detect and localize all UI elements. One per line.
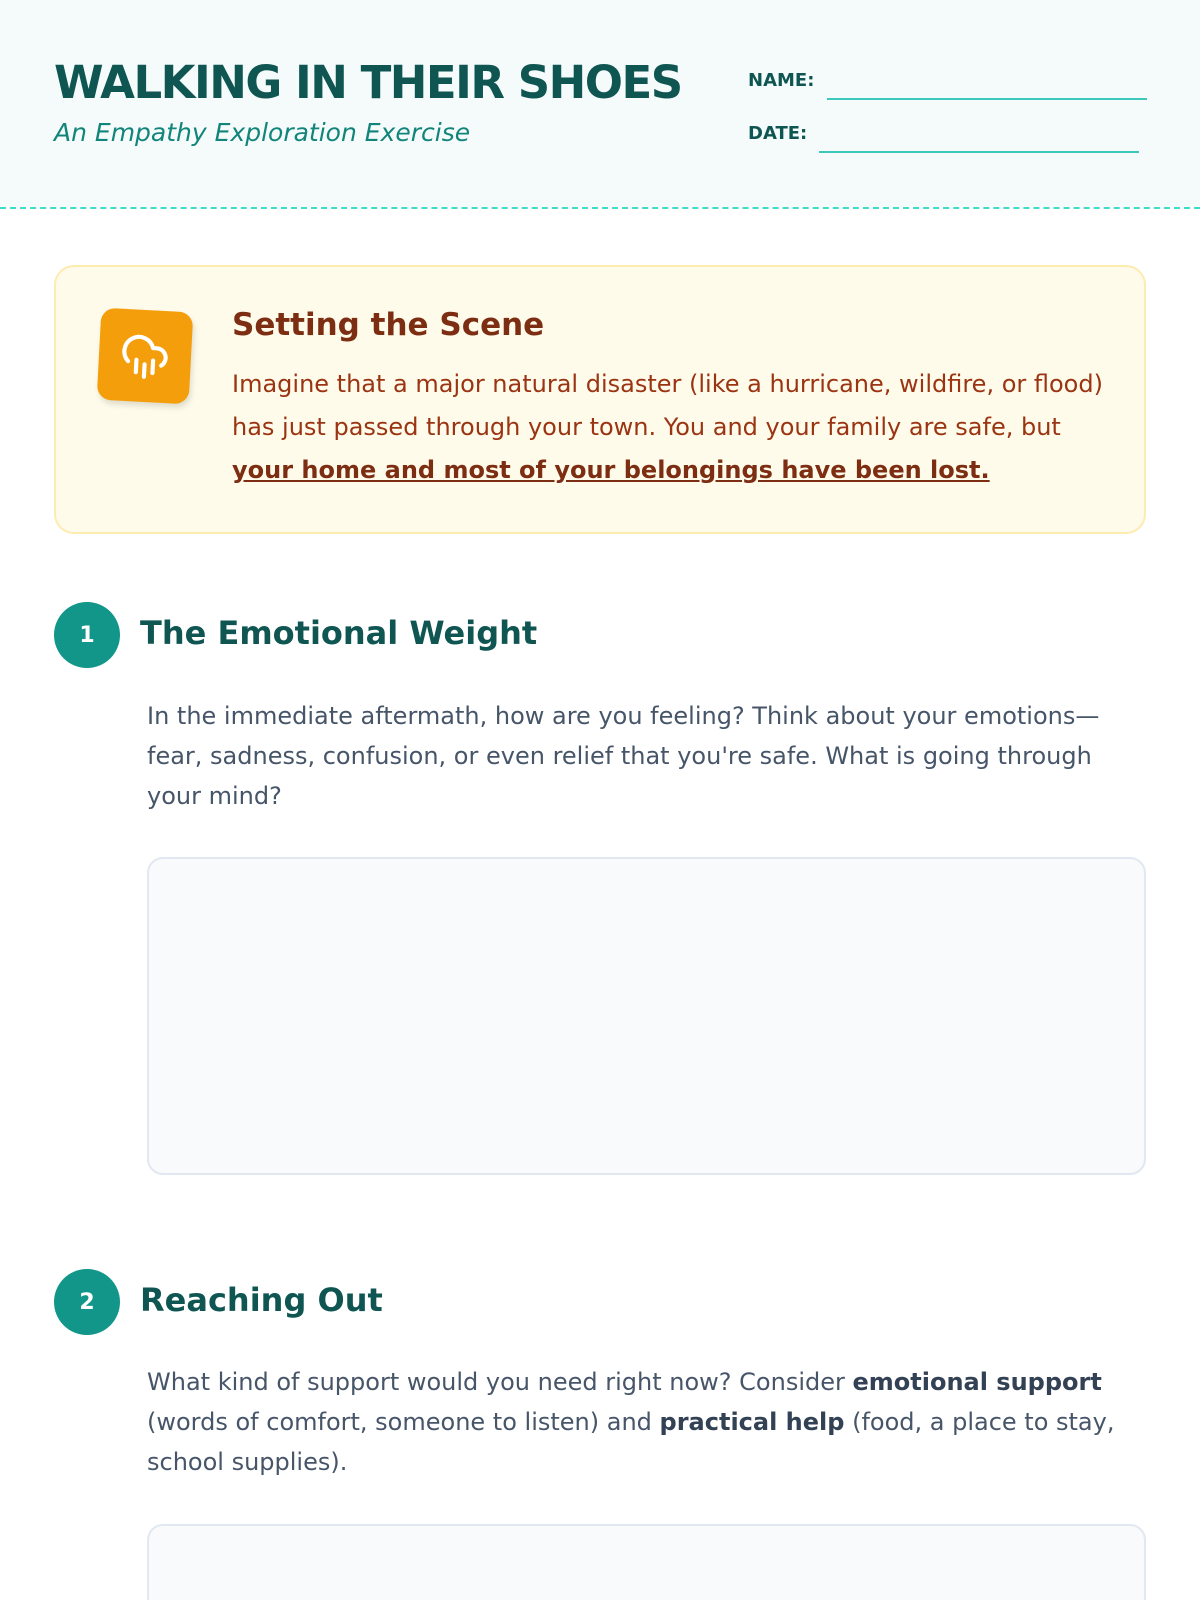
scene-text-intro: Imagine that a major natural disaster (like a hurricane, wildfire, or flood) has just passed through your town. You and your family are safe, but xyxy=(232,370,1103,441)
question-2-title: Reaching Out xyxy=(140,1281,383,1319)
date-label: DATE: xyxy=(748,123,808,144)
scene-text-emphasis: your home and most of your belongings have been lost. xyxy=(232,456,990,484)
worksheet-header xyxy=(0,0,1200,209)
question-1-title: The Emotional Weight xyxy=(140,614,538,652)
question-2-text-part: (words of comfort, someone to listen) and xyxy=(147,1408,660,1436)
question-2-number: 2 xyxy=(54,1269,120,1335)
question-1-prompt: In the immediate aftermath, how are you feeling? Think about your emotions—fear, sadness, confusion, or even relief that you're safe. What is going through your mind? xyxy=(147,702,1100,810)
worksheet-title: WALKING IN THEIR SHOES xyxy=(54,56,682,109)
question-2-text-part: (food, a place to stay, school supplies). xyxy=(147,1408,1115,1476)
question-2-prompt xyxy=(147,1362,1137,1482)
scene-description xyxy=(232,363,1112,492)
question-2-text-part: What kind of support would you need right now? Consider xyxy=(147,1368,853,1396)
date-field[interactable] xyxy=(819,151,1139,153)
question-2-practical-help: practical help xyxy=(659,1408,845,1436)
question-1-number: 1 xyxy=(54,602,120,668)
name-field[interactable] xyxy=(827,98,1147,100)
cloud-rain-icon xyxy=(97,308,194,405)
worksheet-subtitle: An Empathy Exploration Exercise xyxy=(54,118,471,147)
scene-title: Setting the Scene xyxy=(232,307,545,343)
question-2-answer-box[interactable] xyxy=(147,1524,1146,1600)
question-1-answer-box[interactable] xyxy=(147,857,1146,1175)
question-2-emotional-support: emotional support xyxy=(852,1368,1102,1396)
name-label: NAME: xyxy=(748,70,815,91)
scene-card xyxy=(54,265,1146,534)
